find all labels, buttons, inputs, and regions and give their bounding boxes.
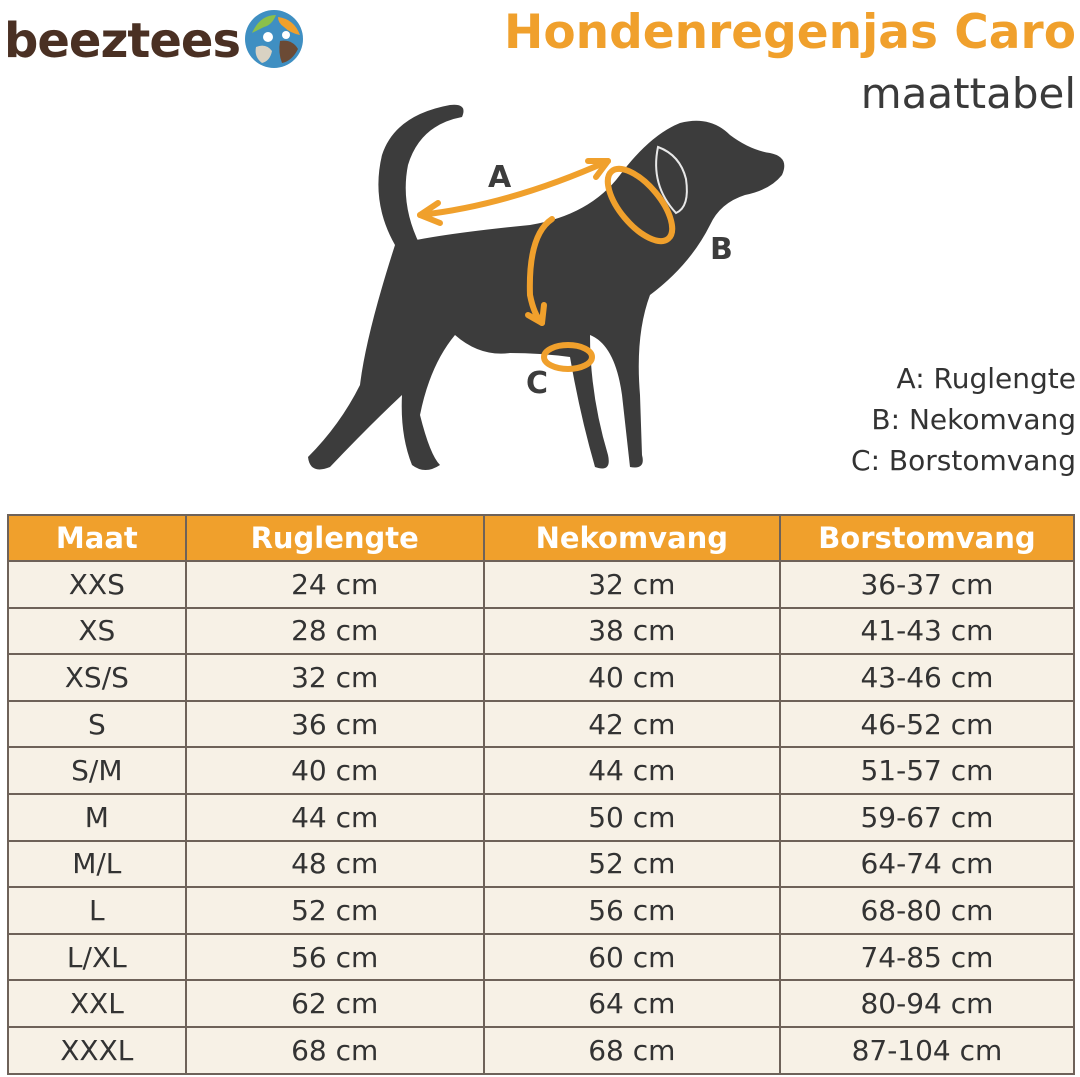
cell-nekomvang: 68 cm: [484, 1027, 780, 1074]
table-body: [8, 561, 1074, 1074]
table-row: [8, 654, 1074, 701]
cell-maat: M/L: [8, 841, 186, 888]
cell-nekomvang: 42 cm: [484, 701, 780, 748]
cell-borstomvang: 87-104 cm: [780, 1027, 1074, 1074]
cell-ruglengte: 36 cm: [186, 701, 484, 748]
table-row: [8, 794, 1074, 841]
table-row: [8, 980, 1074, 1027]
page-title: Hondenregenjas Caro: [504, 5, 1076, 60]
cell-nekomvang: 40 cm: [484, 654, 780, 701]
label-a: A: [488, 160, 512, 195]
cell-borstomvang: 74-85 cm: [780, 934, 1074, 981]
table-row: [8, 701, 1074, 748]
cell-nekomvang: 38 cm: [484, 608, 780, 655]
cell-borstomvang: 46-52 cm: [780, 701, 1074, 748]
dog-measurement-icon: [290, 95, 810, 495]
column-header-borstomvang: Borstomvang: [780, 515, 1074, 561]
label-b: B: [710, 232, 733, 267]
cell-maat: XXS: [8, 561, 186, 608]
cell-ruglengte: 62 cm: [186, 980, 484, 1027]
table-header-row: [8, 515, 1074, 561]
cell-borstomvang: 51-57 cm: [780, 747, 1074, 794]
cell-nekomvang: 56 cm: [484, 887, 780, 934]
cell-ruglengte: 48 cm: [186, 841, 484, 888]
cell-maat: XS: [8, 608, 186, 655]
cell-maat: L/XL: [8, 934, 186, 981]
cell-borstomvang: 59-67 cm: [780, 794, 1074, 841]
legend-item-c: C: Borstomvang: [851, 444, 1076, 477]
column-header-nekomvang: Nekomvang: [484, 515, 780, 561]
cell-nekomvang: 60 cm: [484, 934, 780, 981]
table-row: [8, 1027, 1074, 1074]
cell-borstomvang: 43-46 cm: [780, 654, 1074, 701]
table-row: [8, 747, 1074, 794]
cell-nekomvang: 52 cm: [484, 841, 780, 888]
cell-maat: XXXL: [8, 1027, 186, 1074]
cell-ruglengte: 52 cm: [186, 887, 484, 934]
cell-ruglengte: 56 cm: [186, 934, 484, 981]
measurement-legend: [851, 358, 1076, 481]
cell-maat: XXL: [8, 980, 186, 1027]
table-row: [8, 934, 1074, 981]
table-row: [8, 841, 1074, 888]
size-table: [7, 514, 1075, 1075]
cell-ruglengte: 44 cm: [186, 794, 484, 841]
cell-ruglengte: 24 cm: [186, 561, 484, 608]
cell-maat: S: [8, 701, 186, 748]
cell-borstomvang: 80-94 cm: [780, 980, 1074, 1027]
cell-nekomvang: 50 cm: [484, 794, 780, 841]
cell-maat: S/M: [8, 747, 186, 794]
cell-borstomvang: 41-43 cm: [780, 608, 1074, 655]
cell-nekomvang: 44 cm: [484, 747, 780, 794]
legend-item-a: A: Ruglengte: [896, 362, 1076, 395]
cell-maat: M: [8, 794, 186, 841]
brand-logo: [4, 6, 306, 76]
cell-maat: XS/S: [8, 654, 186, 701]
cell-nekomvang: 32 cm: [484, 561, 780, 608]
cell-ruglengte: 28 cm: [186, 608, 484, 655]
cell-borstomvang: 64-74 cm: [780, 841, 1074, 888]
cell-ruglengte: 68 cm: [186, 1027, 484, 1074]
column-header-ruglengte: Ruglengte: [186, 515, 484, 561]
page-subtitle: maattabel: [860, 69, 1076, 118]
cell-nekomvang: 64 cm: [484, 980, 780, 1027]
table-row: [8, 608, 1074, 655]
label-c: C: [526, 366, 549, 401]
globe-animals-icon: [242, 7, 306, 75]
cell-ruglengte: 40 cm: [186, 747, 484, 794]
cell-ruglengte: 32 cm: [186, 654, 484, 701]
table-row: [8, 887, 1074, 934]
table-row: [8, 561, 1074, 608]
cell-maat: L: [8, 887, 186, 934]
cell-borstomvang: 68-80 cm: [780, 887, 1074, 934]
logo-text: beeztees: [4, 13, 241, 69]
cell-borstomvang: 36-37 cm: [780, 561, 1074, 608]
column-header-maat: Maat: [8, 515, 186, 561]
legend-item-b: B: Nekomvang: [871, 403, 1076, 436]
